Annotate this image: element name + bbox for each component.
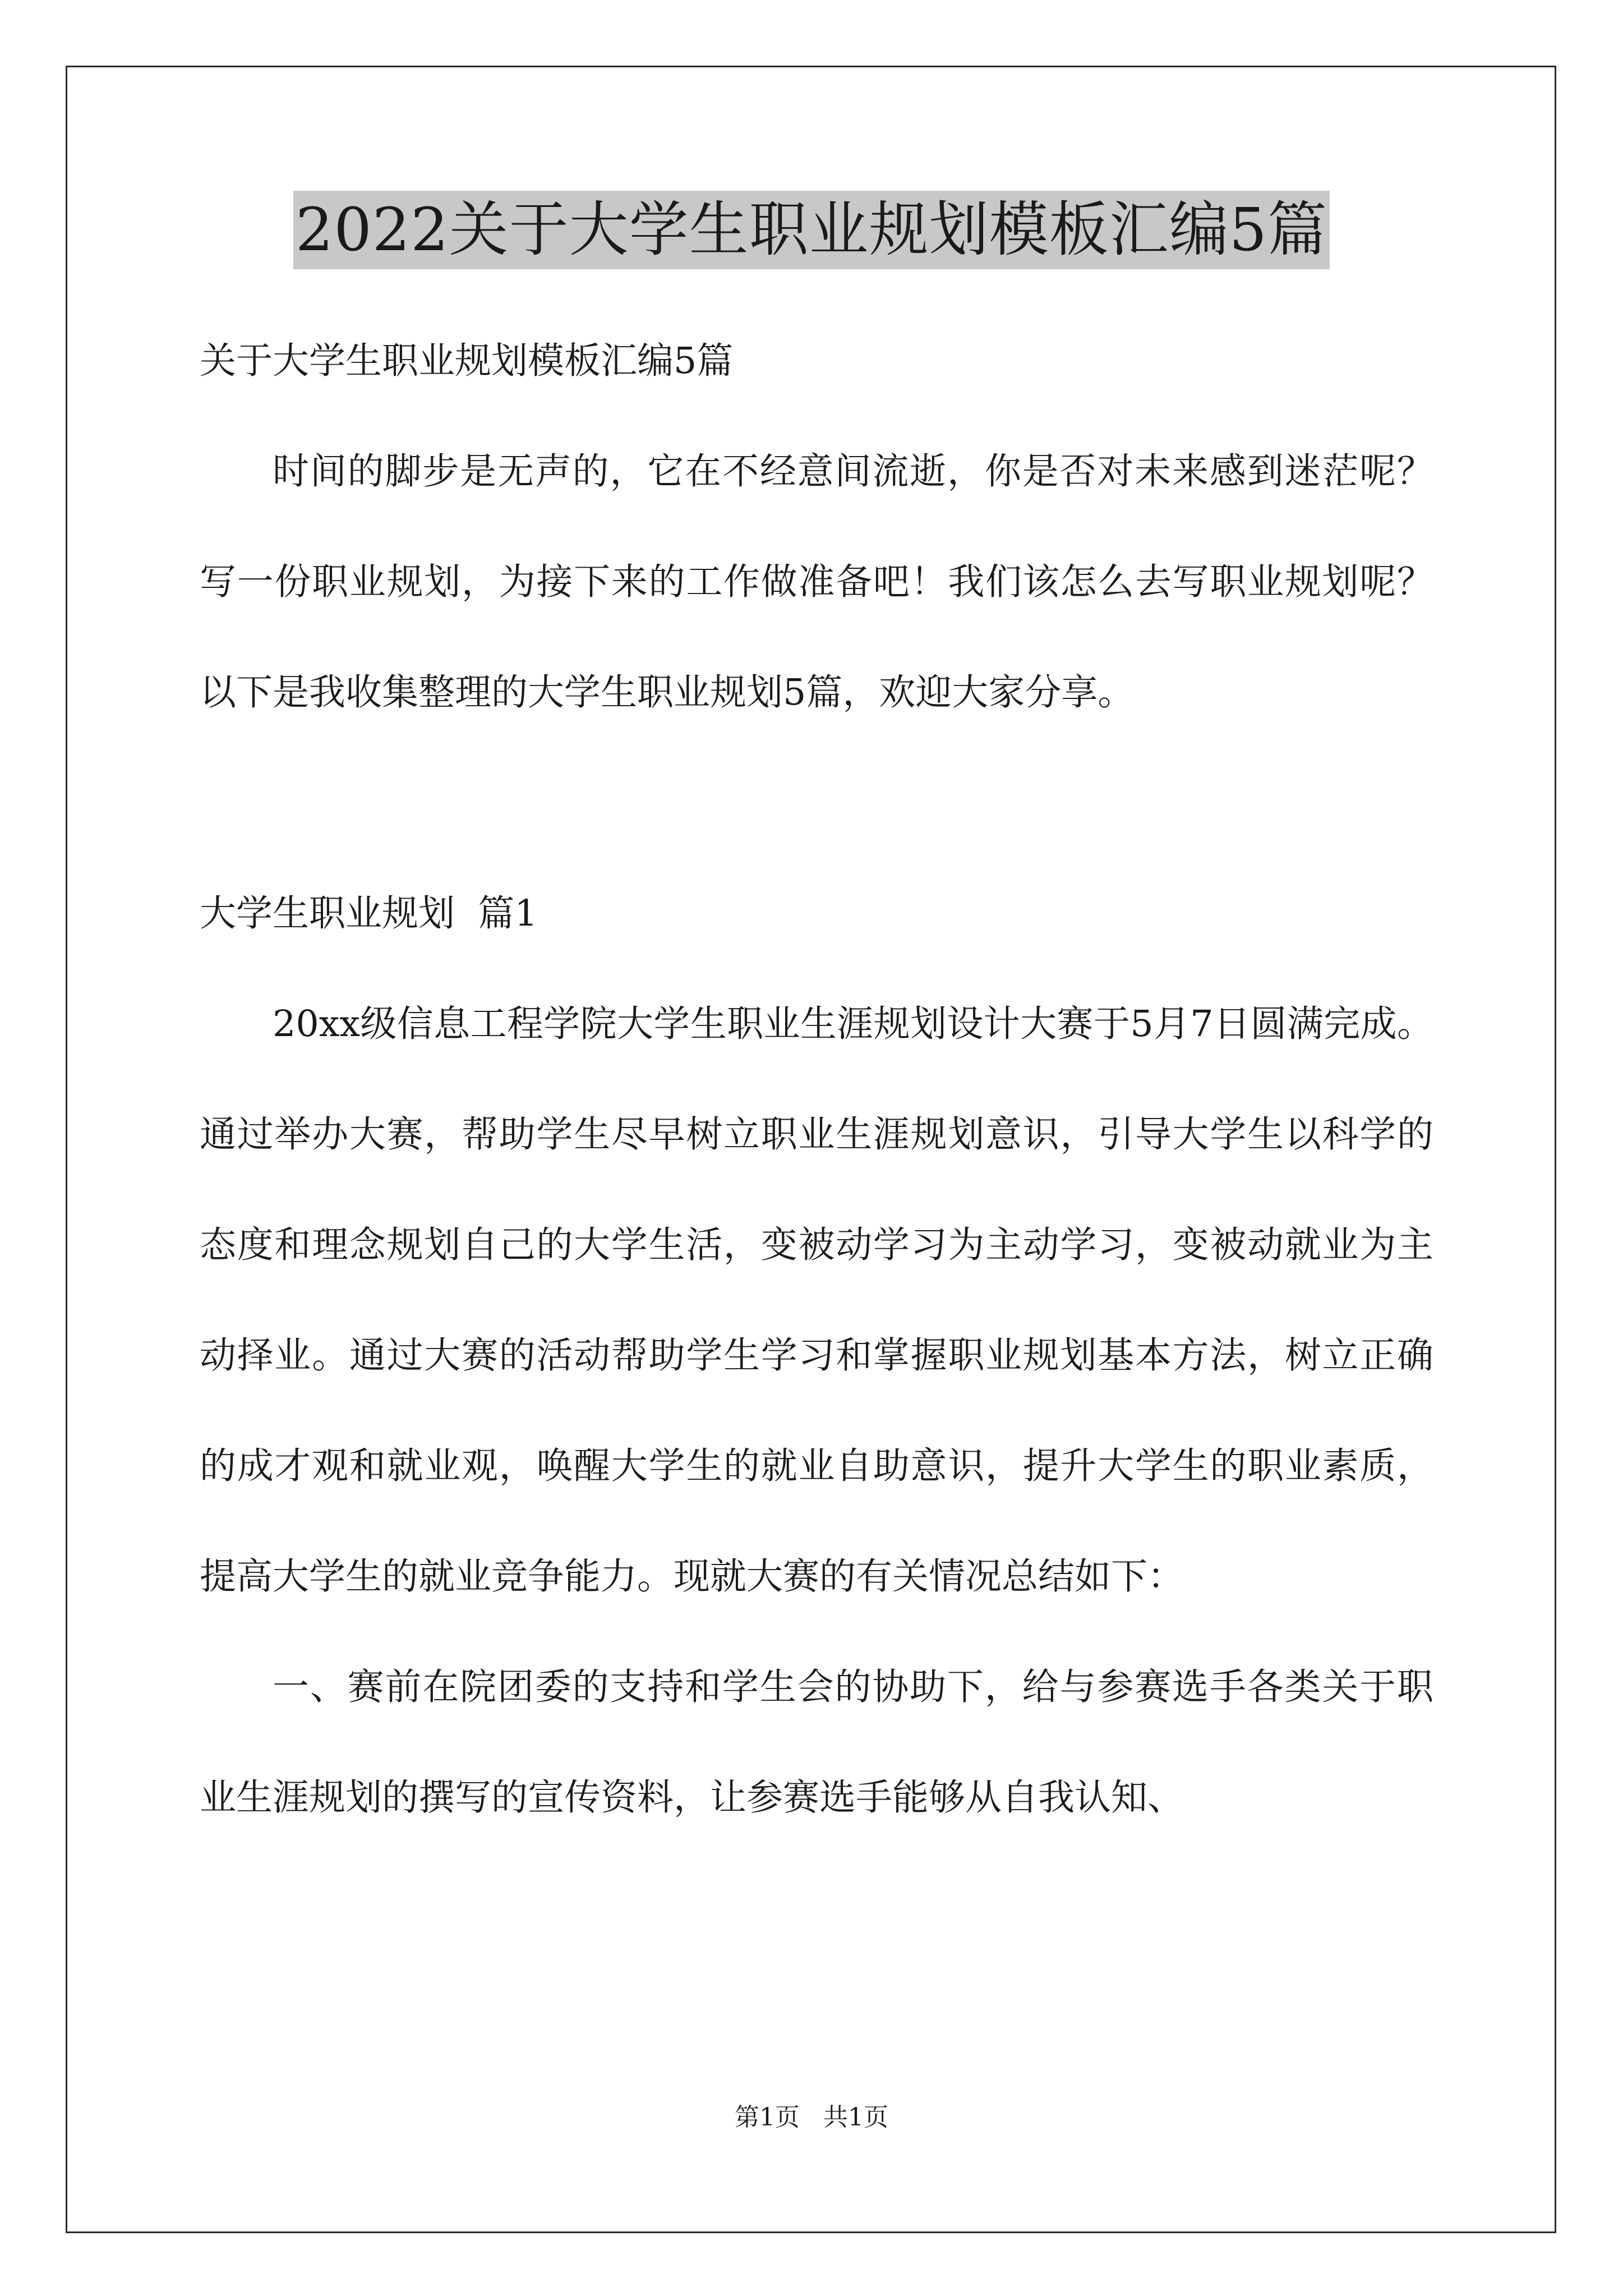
section-heading: 大学生职业规划 篇1: [200, 892, 538, 935]
section-paragraph: 一、赛前在院团委的支持和学生会的协助下，给与参赛选手各类关于职业生涯规划的撰写的宣传资料，让参赛选手能够从自我认知、: [200, 1666, 1433, 1819]
paragraph-spacer: [200, 748, 1433, 858]
title-container: [0, 191, 1623, 269]
section-paragraph: 20xx级信息工程学院大学生职业生涯规划设计大赛于5月7日圆满完成。通过举办大赛，帮助学生尽早树立职业生涯规划意识，引导大学生以科学的态度和理念规划自己的大学生活，变被动学习为主动学习，变被动就业为主动择业。通过大赛的活动帮助学生学习和掌握职业规划基本方法，树立正确的成才观和就业观，唤醒大学生的就业自助意识，提升大学生的职业素质，提高大学生的就业竞争能力。现就大赛的有关情况总结如下：: [200, 1003, 1433, 1598]
document-body: [200, 306, 1433, 1853]
page-footer: [0, 2101, 1623, 2134]
intro-paragraph: 时间的脚步是无声的，它在不经意间流逝，你是否对未来感到迷茫呢？写一份职业规划，为接下来的工作做准备吧！我们该怎么去写职业规划呢？以下是我收集整理的大学生职业规划5篇，欢迎大家分享。: [200, 450, 1433, 714]
document-title: 2022关于大学生职业规划模板汇编5篇: [293, 191, 1330, 269]
document-subtitle: 关于大学生职业规划模板汇编5篇: [200, 340, 734, 382]
page-number-label: 第1页 共1页: [735, 2103, 888, 2132]
